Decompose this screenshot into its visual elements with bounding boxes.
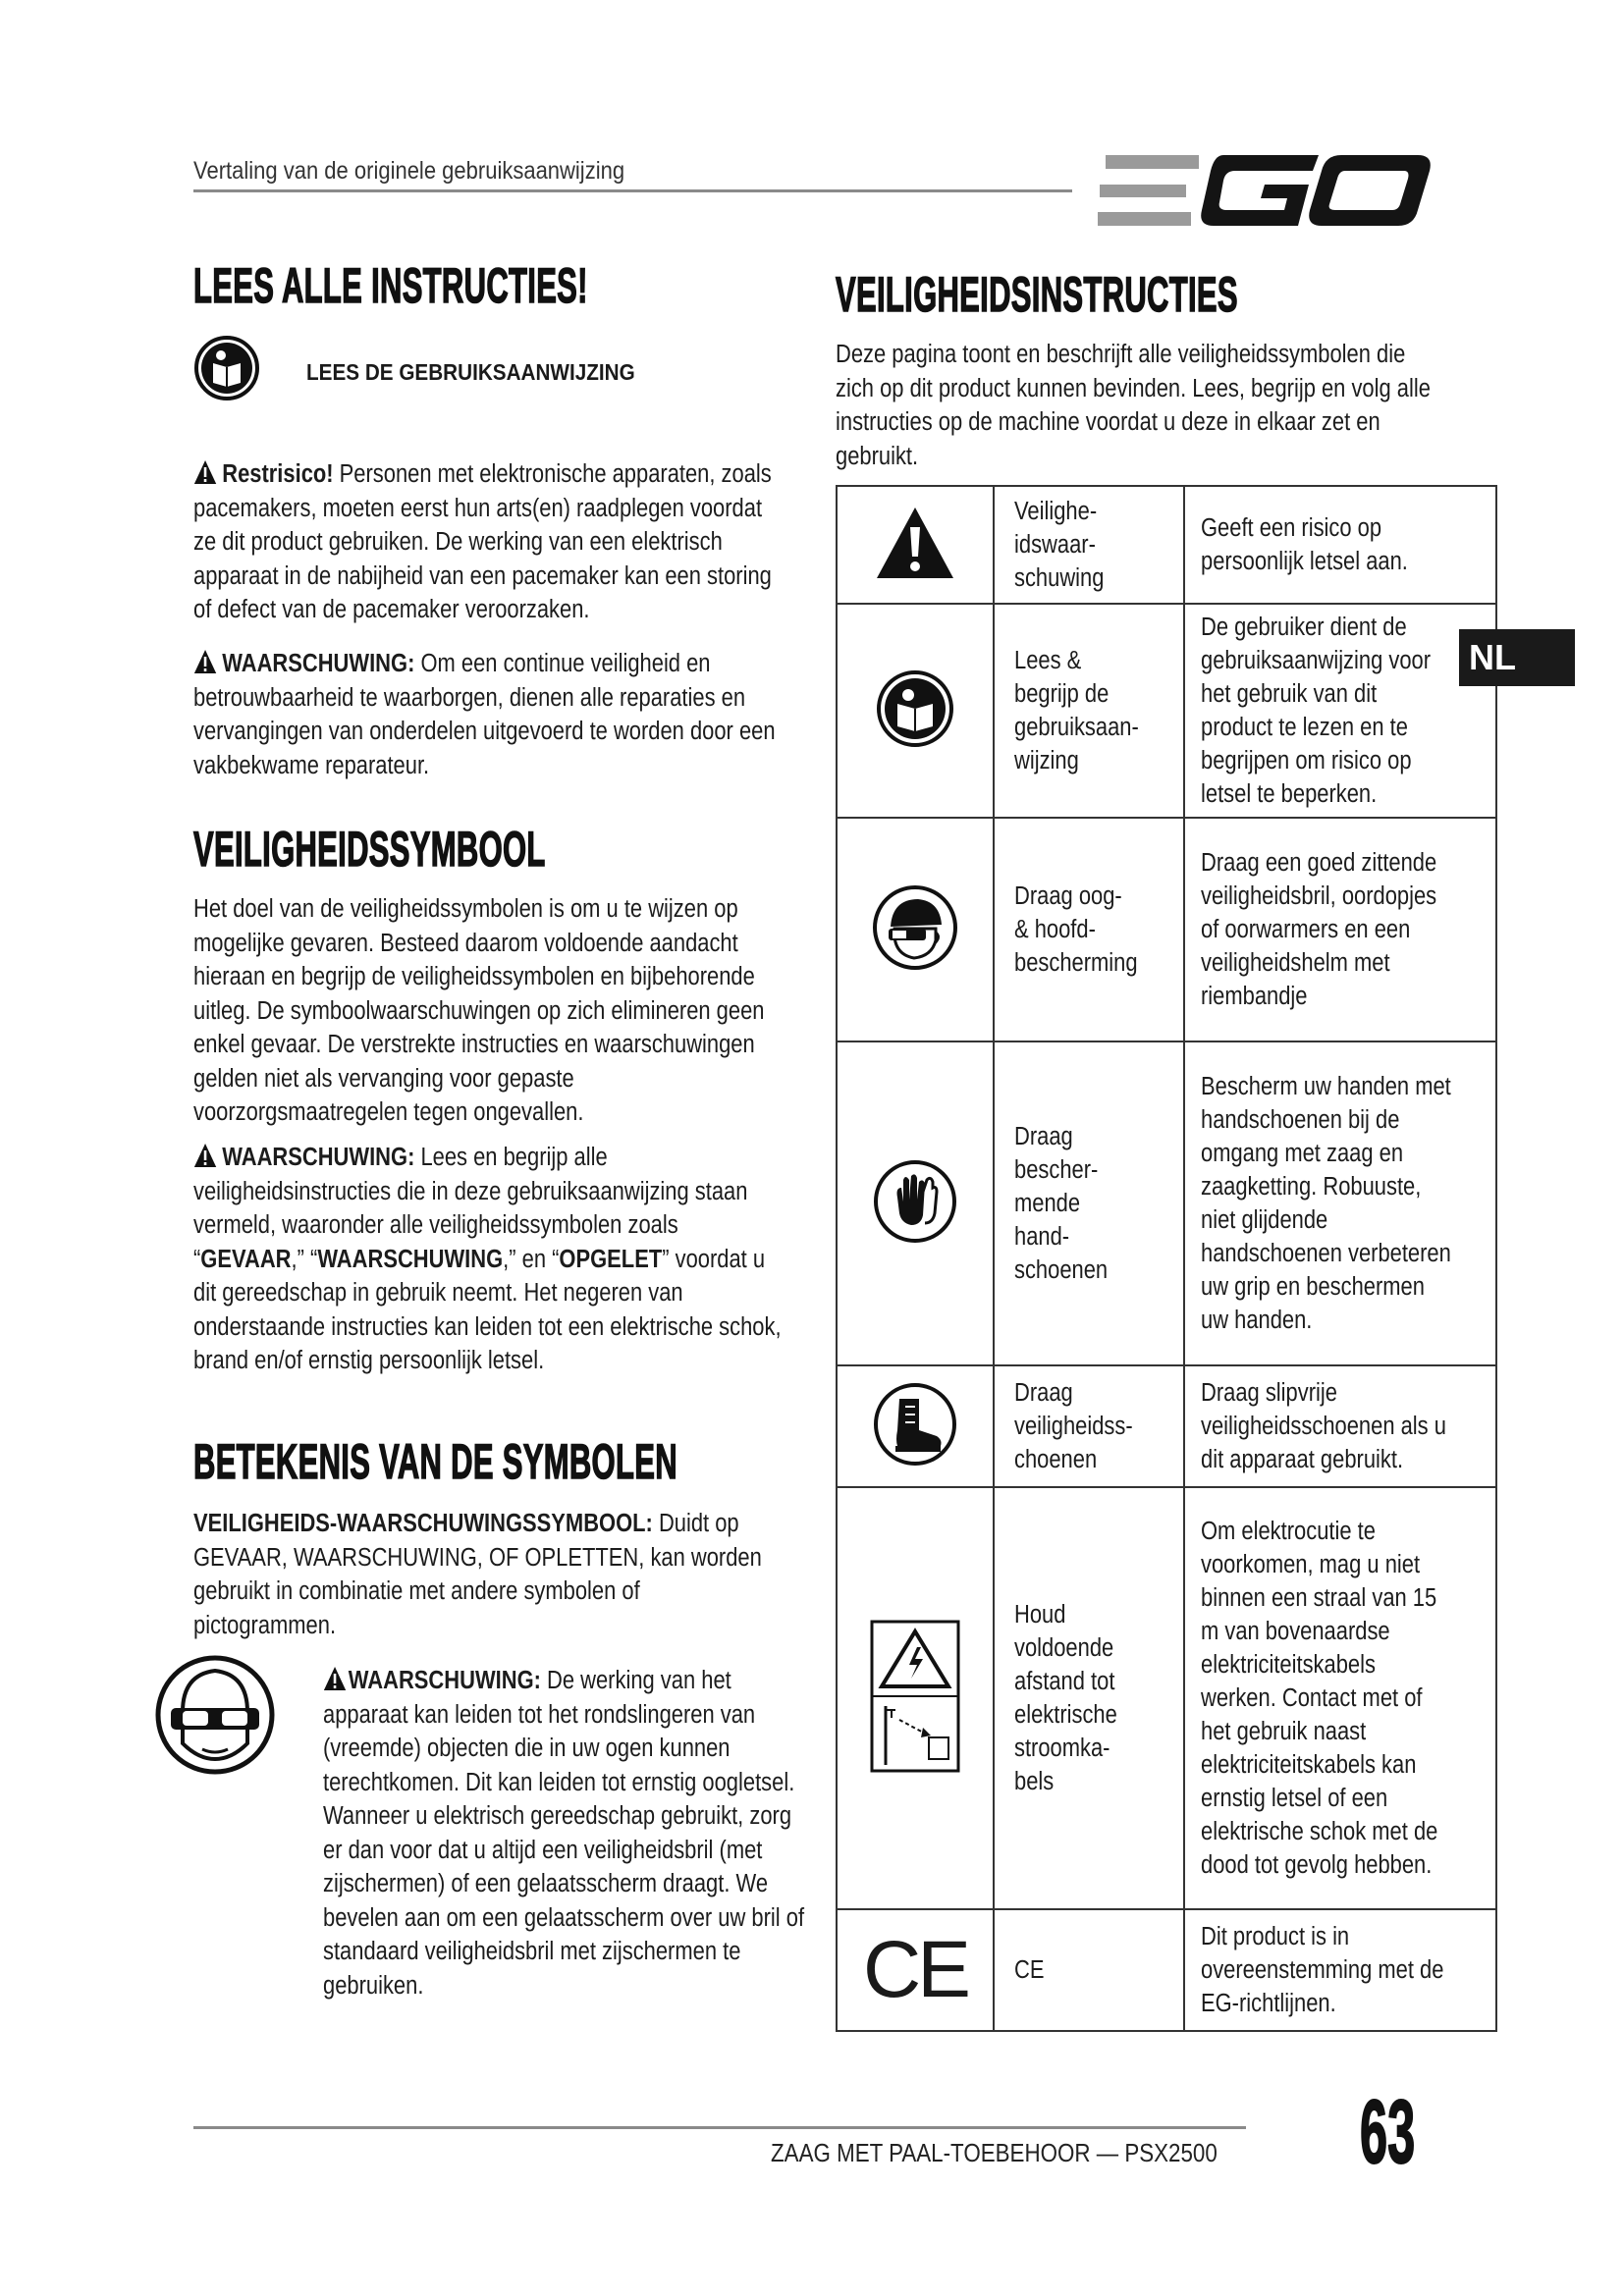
restrisico-paragraph: [193, 457, 785, 627]
warning-label: WAARSCHUWING:: [222, 650, 415, 677]
symbol-description: Draag een goed zittende veiligheidsbril, oordopjes of oorwarmers en een veiligheidshelm met riembandje: [1201, 849, 1437, 1010]
desc-cell: [1184, 486, 1496, 604]
symbol-name: Draag bescher- mende hand- schoenen: [1014, 1123, 1109, 1284]
desc-cell: [1184, 1041, 1496, 1365]
warning-text: Lees en begrijp alle veiligheidsinstructies die in deze gebruiksaanwijzing staan vermeld, waaronder alle veiligheidssymbolen zoals “: [193, 1144, 748, 1273]
name-cell: [994, 1487, 1184, 1909]
read-manual-icon: [876, 669, 954, 748]
desc-cell: [1184, 1487, 1496, 1909]
symbol-description: Bescherm uw handen met handschoenen bij de omgang met zaag en zaagketting. Robuuste, niet glijdende handschoenen verbeteren uw grip en beschermen uw handen.: [1201, 1073, 1451, 1334]
name-cell: [994, 486, 1184, 604]
name-cell: [994, 604, 1184, 818]
warning-instructions-paragraph: [193, 1141, 785, 1378]
warning-eyes-paragraph: [323, 1664, 804, 2002]
heading-safety-symbol: VEILIGHEIDSSYMBOOL: [193, 822, 546, 877]
name-cell: [994, 1909, 1184, 2031]
symbol-description: Dit product is in overeenstemming met de EG-richtlijnen.: [1201, 1923, 1444, 2017]
symbol-paragraph: Het doel van de veiligheidssymbolen is om u te wijzen op mogelijke gevaren. Besteed daarom voldoende aandacht hieraan en begrijp de veiligheidssymbolen en bijbehorende uitleg. De symboolwaarschuwingen op zich elimineren geen enkel gevaar. De verstrekte instructies en waarschuwingen gelden niet als vervanging voor gepaste voorzorgsmaatregelen tegen ongevallen.: [193, 895, 765, 1126]
table-row: [837, 1487, 1496, 1909]
symbol-name: Lees & begrijp de gebruiksaan- wijzing: [1014, 647, 1139, 774]
desc-cell: [1184, 818, 1496, 1041]
read-manual-icon: [193, 324, 260, 412]
logo-text: EGO: [1098, 147, 1101, 148]
warning-label: WAARSCHUWING:: [348, 1667, 541, 1694]
term-gevaar: GEVAAR: [200, 1245, 292, 1273]
protective-gloves-icon: [872, 1158, 958, 1245]
separator: ,” “: [291, 1245, 318, 1273]
intro-paragraph: Deze pagina toont en beschrijft alle veiligheidssymbolen die zich op dit product kunnen bevinden. Lees, begrijp en volg alle instructies op de machine voordat u deze in elkaar zet en gebruikt.: [836, 341, 1431, 470]
safety-boots-icon: [872, 1381, 958, 1468]
warning-text: De werking van het apparaat kan leiden tot het rondslingeren van (vreemde) objecten die in uw ogen kunnen terechtkomen. Dit kan leiden tot ernstig oogletsel. Wanneer u elektrisch gereedschap gebruikt, zorg er dan voor dat u altijd een veiligheidsbril (met zijschermen) of een gelaatsscherm draagt. We bevelen aan om een gelaatsscherm over uw bril of standaard veiligheidsbril met zijschermen te gebruiken.: [323, 1667, 805, 2000]
heading-meaning-symbols: BETEKENIS VAN DE SYMBOLEN: [193, 1434, 677, 1489]
table-row: [837, 1041, 1496, 1365]
symbol-description: De gebruiker dient de gebruiksaanwijzing voor het gebruik van dit product te lezen en te begrijpen om risico op letsel te beperken.: [1201, 614, 1432, 808]
warning-triangle-icon: [323, 1666, 347, 1691]
power-lines-distance-icon: [870, 1620, 960, 1773]
symbol-cell: [837, 604, 994, 818]
table-row: [837, 818, 1496, 1041]
symbol-name: Draag oog- & hoofd- bescherming: [1014, 882, 1138, 977]
restrisico-text: Personen met elektronische apparaten, zoals pacemakers, moeten eerst hun arts(en) raadplegen voordat ze dit product gebruiken. De werking van een elektrisch apparaat in de nabijheid van een pacemaker kan een storing of defect van de pacemaker veroorzaken.: [193, 460, 772, 623]
header-subtitle: Vertaling van de originele gebruiksaanwijzing: [193, 157, 625, 185]
symbol-name: Veilighe- idswaar- schuwing: [1014, 498, 1105, 592]
symbol-cell: [837, 818, 994, 1041]
page-number: 63: [1360, 2082, 1416, 2182]
symbol-cell: [837, 1909, 994, 2031]
meaning-text: Duidt op GEVAAR, WAARSCHUWING, OF OPLETTEN, kan worden gebruikt in combinatie met andere symbolen of pictogrammen.: [193, 1510, 762, 1639]
symbol-description: Draag slipvrije veiligheidsschoenen als u dit apparaat gebruikt.: [1201, 1379, 1446, 1473]
term-waarschuwing: WAARSCHUWING: [317, 1245, 504, 1273]
symbol-cell: [837, 1365, 994, 1487]
name-cell: [994, 1365, 1184, 1487]
warning-repairs-paragraph: [193, 647, 785, 782]
symbol-name: CE: [1014, 1956, 1045, 1984]
separator: ,” en “: [503, 1245, 560, 1273]
warning-label: WAARSCHUWING:: [222, 1144, 415, 1171]
symbol-cell: [837, 1041, 994, 1365]
table-row: [837, 604, 1496, 818]
symbol-description: Om elektrocutie te voorkomen, mag u niet binnen een straal van 15 m van bovenaardse elektriciteitskabels werken. Contact met of het gebruik naast elektriciteitskabels kan ernstig letsel of een elektrische schok met de dood tot gevolg hebben.: [1201, 1518, 1438, 1879]
symbol-description: Geeft een risico op persoonlijk letsel aan.: [1201, 514, 1408, 575]
warning-text: ” voordat u dit gereedschap in gebruik neemt. Het negeren van onderstaande instructies kan leiden tot een elektrische schok, brand en/of ernstig persoonlijk letsel.: [193, 1245, 782, 1374]
name-cell: [994, 1041, 1184, 1365]
safety-alert-icon: [875, 506, 955, 580]
warning-text: Om een continue veiligheid en betrouwbaarheid te waarborgen, dienen alle reparaties en vervangingen van onderdelen uitgevoerd te worden door een vakbekwame reparateur.: [193, 650, 776, 779]
symbol-cell: [837, 486, 994, 604]
symbols-table: [836, 485, 1497, 2032]
table-row: [837, 486, 1496, 604]
footer-rule: [193, 2126, 1246, 2129]
restrisico-label: Restrisico!: [222, 460, 334, 488]
header-rule: [193, 189, 1072, 192]
head-eye-protection-icon: [871, 883, 959, 972]
meaning-label: VEILIGHEIDS-WAARSCHUWINGSSYMBOOL:: [193, 1510, 653, 1537]
symbol-name: Houd voldoende afstand tot elektrische stroomka- bels: [1014, 1601, 1117, 1795]
warning-triangle-icon: [193, 459, 217, 485]
meaning-paragraph: [193, 1507, 785, 1642]
desc-cell: [1184, 1365, 1496, 1487]
eye-protection-icon: [153, 1653, 277, 1777]
warning-triangle-icon: [193, 649, 217, 674]
heading-safety-instructions: VEILIGHEIDSINSTRUCTIES: [836, 267, 1238, 322]
footer-product: ZAAG MET PAAL-TOEBEHOOR — PSX2500: [771, 2138, 1218, 2167]
symbol-cell: [837, 1487, 994, 1909]
table-row: [837, 1365, 1496, 1487]
desc-cell: [1184, 1909, 1496, 2031]
language-tab: NL: [1459, 629, 1575, 686]
ego-logo: [1098, 147, 1432, 236]
term-opgelet: OPGELET: [559, 1245, 663, 1273]
ce-mark-icon: CE: [863, 1925, 967, 2014]
heading-read-all: LEES ALLE INSTRUCTIES!: [193, 258, 588, 313]
read-manual-label: LEES DE GEBRUIKSAANWIJZING: [306, 359, 635, 385]
desc-cell: [1184, 604, 1496, 818]
warning-triangle-icon: [193, 1143, 217, 1168]
table-row: [837, 1909, 1496, 2031]
name-cell: [994, 818, 1184, 1041]
symbol-name: Draag veiligheidss- choenen: [1014, 1379, 1133, 1473]
